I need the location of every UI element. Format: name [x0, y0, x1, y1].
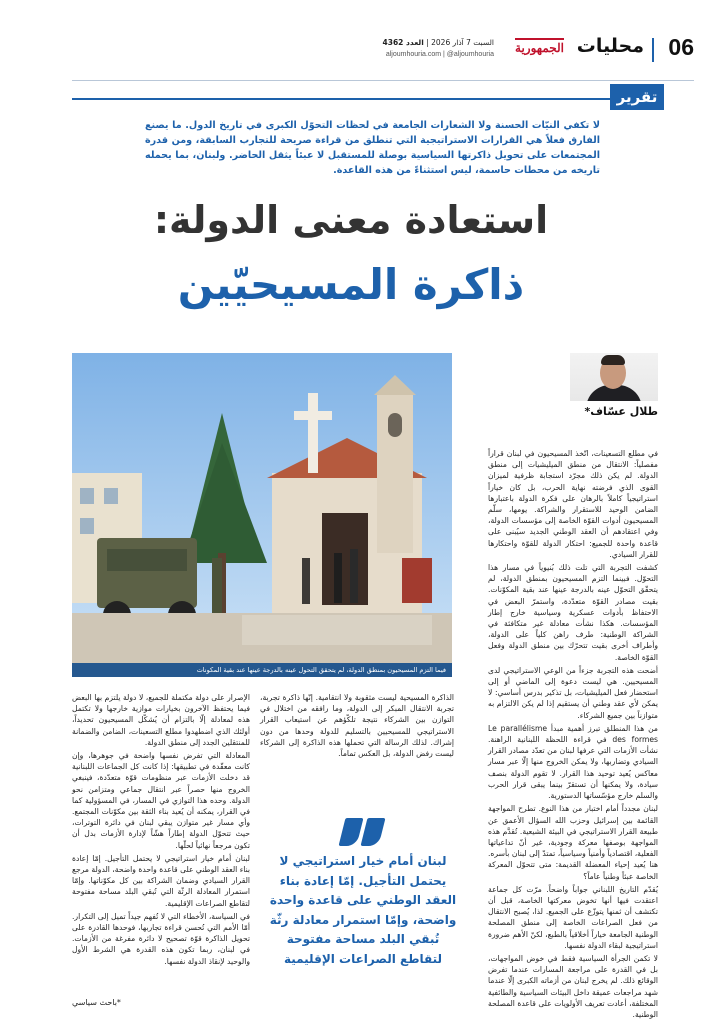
page-number: 06: [668, 34, 694, 60]
photo-caption: فيما التزم المسيحيون بمنطق الدولة، لم يتحقق التحول عينه بالدرجة عينها عند بقية المكونات: [72, 663, 452, 677]
paragraph: لبنان مجدداً أمام اختبار من هذا النوع. تطرح المواجهة القائمة بين إسرائيل وحزب الله السؤال الأعمق عن طبيعة القرار الاستراتيجي في البيئة الشيعية. تُقدَّم هذه المواجهة بوصفها معركة وجودية، غير أنّ تداعياتها الفعلية، اقتصادياً وأمنياً وسياسياً، تمتدّ إلى لبنان بأسره. هنا يُعيد إحياء المعضلة القديمة: متى تتحوّل المعركة الخاصة عبئاً وطنياً عاماً؟: [488, 804, 658, 881]
article-type-tag: تقرير: [610, 84, 664, 110]
military-truck: [97, 538, 197, 608]
paragraph: في السياسة، الأخطاء التي لا تُفهم جيداً تميل إلى التكرار. أمّا الأمم التي تُحسن قراءة تجاربها، فوحدها القادرة على تحويل الذاكرة قوّة تصحيح لا دائرة مفرغة من الأزمات. في لبنان، ربما تكون هذه القدرة هي الشرط الأول والوحيد لإنقاذ الدولة نفسها.: [72, 911, 250, 966]
quote-mark-glyph: [339, 818, 364, 846]
paragraph: أضحت هذه التجربة جزءاً من الوعي الاستراتيجي لدى المسيحيين. هي ليست دعوة إلى الماضي أو إلى استحضار فعل الميليشيات، بل تذكير بدرس أساسي: لا يمكن لأي عقد وطني أن يستقيم إذا لم يكن الالتزام به متوازناً بين جميع الشركاء.: [488, 665, 658, 720]
article-column-left: [72, 692, 250, 988]
page-header: [72, 34, 694, 70]
article-intro: لا تكفي النيّات الحسنة ولا الشعارات الجامعة في لحظات التحوّل الكبرى في تاريخ الدول. ما يصنع الفارق فعلاً هي القرارات الاستراتيجية التي تنطلق من قراءة صريحة للتجارب السابقة، ومن قدرة المجتمعات على تحويل ذاكرتها السياسية بوصلة للمستقبل لا عبئاً يثقل الحاضر. ولبنان، بما يحمله تاريخه من محطات حاسمة، ليس استثناءً من هذه القاعدة.: [145, 120, 600, 176]
church-scene-illustration: [72, 353, 452, 677]
quote-mark-glyph: [361, 818, 386, 846]
person: [302, 558, 310, 604]
paragraph: المعادلة التي تفرض نفسها واضحة في جوهرها، وإن كانت معقّدة في تطبيقها: إذا كانت كل الجماعات اللبنانية قد دخلت الأزمات عبر منظومات قوّة متعدّدة، فينبغي الخروج منها حصراً عبر انتقال جماعي ومتزامن نحو الدولة. وحده هذا التوازي في المسار، في المسؤولية كما في القرار، يمكنه أن يُعيد بناء الثقة بين مكوّنات المجتمع. وأي مسار غير متوازن يبقي لبنان في دائرة التوترات، حيث تتحوّل الدولة إطاراً هشّاً لإدارة الأزمات بدل أن تكون مرجعاً نهائياً لحلّها.: [72, 751, 250, 850]
paragraph: لبنان أمام خيار استراتيجي لا يحتمل التأجيل. إمّا إعادة بناء العقد الوطني على قاعدة واحدة واضحة، الدولة مرجع القرار السيادي وضمان الشراكة بين كل مكوّناتها. وإمّا استمرار المعادلة الرثّة التي تُبقي البلد مساحة مفتوحة لتقاطع الصراعات الإقليمية.: [72, 853, 250, 908]
paragraph: من هذا المنطلق تبرز أهمية مبدأ Le parallélisme des formes في قراءة اللحظة اللبنانية الراهنة. نشأت الأزمات التي عرفها لبنان من تعدّد مصادر القرار السيادي وتضاربها، ولا يمكن الخروج منها إلّا عبر مسار معاكس يُعيد توحيد هذا القرار. لا تقوم الدولة بنصف سيادة، ولا يمكنها أن تستقرّ بينما يبقى قرار الحرب والسلم خارج مؤسّساتها الدستورية.: [488, 723, 658, 801]
author-signature: *باحث سياسي: [72, 998, 121, 1007]
article-title-line2: ذاكرة المسيحيّين: [177, 260, 525, 309]
pull-quote: لبنان أمام خيار استراتيجي لا يحتمل التأجيل. إمّا إعادة بناء العقد الوطني على قاعدة واحدة واضحة، وإمّا استمرار معادلة رثّة تُبقي البلد مساحة مفتوحة لتقاطع الصراعات الإقليمية: [269, 854, 457, 966]
header-divider: [652, 38, 654, 62]
cross: [294, 411, 332, 420]
red-table: [402, 558, 432, 603]
person: [350, 549, 358, 603]
paragraph: في مطلع التسعينات، اتّخذ المسيحيون في لبنان قراراً مفصلياً: الانتقال من منطق الميليشيات إلى منطق الدولة. لم يكن ذلك مجرّد استجابة ظرفية لميزان القوى الذي فرضته نهاية الحرب، بل كان خياراً استراتيجياً كاملاً بالرهان على فكرة الدولة باعتبارها الضامن الوحيد للاستقرار والشراكة. يومها، سلّم المسيحيون أدوات القوّة الخاصة إلى مؤسسات الدولة، وفي اعتقادهم أن العقد الوطني الجديد سيُبنى على قاعدة واحدة للجميع: احتكار الدولة للقوّة واحتكارها للقرار السيادي.: [488, 449, 658, 559]
paragraph: لا تكمن الجرأة السياسية فقط في خوض المواجهات، بل في القدرة على مراجعة المسارات عندما تفرض الوقائع ذلك. لم يخرج لبنان من أزماته الكبرى إلّا عندما شهد مراجعات عميقة داخل البيئات السياسية والطائفية المختلفة، أعادت تعريف الأولويات على قاعدة المصلحة الوطنية.: [488, 953, 658, 1019]
paragraph: الإصرار على دولة مكتملة للجميع، لا دولة يلتزم بها البعض فيما يحتفظ الآخرون بخيارات موازية خارجها ولا تكتمل هذه لمعادلة إلّا بالتزام أن يُشكّل المسيحيون تحديداً، أولئك الذي اضطهدوا مطلع التسعينات، الضامن والضمانة للمنتقلين الجدد إلى منطق الدولة.: [72, 693, 250, 747]
issue-separator: |: [423, 38, 429, 47]
issue-number: العدد 4362: [382, 38, 424, 47]
author-hair: [601, 355, 625, 365]
paragraph: يُقدّم التاريخ اللبناني جواباً واضحاً. مرّت كل جماعة اعتقدت فيها أنها تخوض معركتها الخاصة، قبل أن تكتشف أن ثمنها يتوزّع على الجميع. لذا، يُصبح الانتقال من فعل الصراعات الخاصة إلى منطق المصلحة الوطنية الجامعة خياراً أخلاقياً بالطبع، لكنّ الأهم ضرورة استراتيجية لبقاء الدولة نفسها.: [488, 884, 658, 950]
truck-grille: [107, 549, 187, 571]
article-column-right: [488, 448, 658, 1019]
dateline: [383, 38, 494, 47]
cross: [308, 393, 318, 473]
window: [80, 518, 94, 534]
person: [334, 553, 342, 603]
paragraph: كشفت التجربة التي تلت ذلك بُنيوياً في مسار هذا التحوّل. فبينما التزم المسيحيون بمنطق الدولة، لم يتحقّق التحوّل عينه بالدرجة عينها عند بقية المكوّنات. بقيت مصادر القوّة متعدّدة، واستمرّ البعض في الاحتفاظ بأدوات عسكرية وسياسية خارج إطار المؤسسات. هكذا نشأت معادلة غير متكافئة في الشراكة الوطنية: طرف راهن كلياً على الدولة، وأطراف أخرى بقيت تتحرّك بين منطق الدولة وفعل القوّة الخاصة.: [488, 563, 658, 662]
article-title-line1: استعادة معنى الدولة:: [153, 198, 549, 242]
window: [104, 488, 118, 504]
bell-opening: [388, 413, 402, 437]
author-photo: [570, 353, 658, 401]
church-door: [322, 513, 368, 605]
header-rule: [72, 80, 694, 81]
issue-date: السبت 7 آذار 2026: [431, 38, 494, 47]
soldier: [212, 558, 222, 618]
article-column-middle: [260, 692, 454, 776]
tag-rule: [72, 98, 612, 100]
article-photo: [72, 353, 452, 677]
church-steps: [242, 615, 432, 645]
paragraph: الذاكرة المسيحية ليست مثقوبة ولا انتقامية. إنّها ذاكرة تجربة، تجربة الانتقال المبكر إلى الدولة، وما رافقه من اختلال في التوازن بين الشركاء نتيجة تلكّؤهم عن استيعاب القرار الاستراتيجي للمسيحيين بالتسليم للدولة وحدها من دون إشراك. لذلك الرسالة التي تحملها هذه الذاكرة إلى الشركاء ليست رفض الدولة، بل العكس تماماً.: [260, 693, 454, 759]
author-name: طلال عسّاف*: [584, 405, 658, 418]
window: [80, 488, 94, 504]
website-url: aljoumhouria.com | @aljoumhouria: [385, 51, 494, 58]
quote-icon: [338, 818, 386, 848]
newspaper-logo: الجمهورية: [515, 38, 564, 55]
section-name: محليات: [576, 35, 644, 57]
